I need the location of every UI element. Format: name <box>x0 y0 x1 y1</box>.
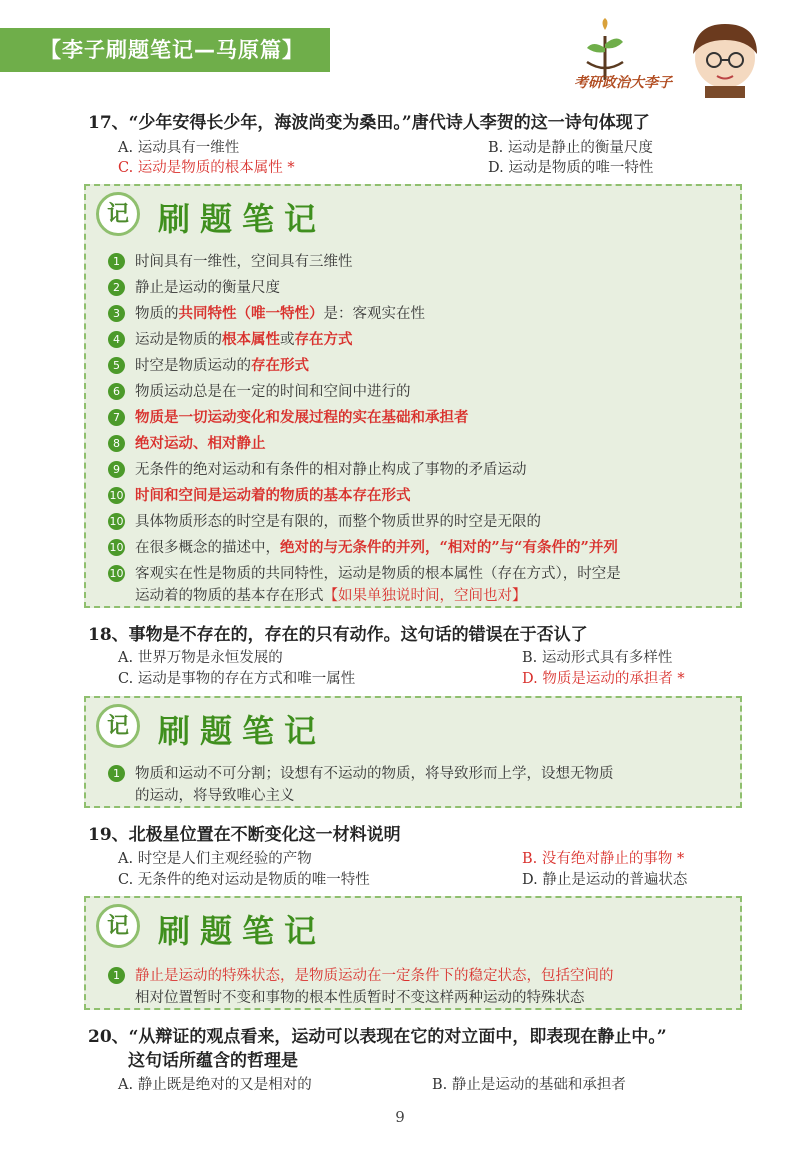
note-item-continued: 运动着的物质的基本存在形式【如果单独说时间，空间也对】 <box>135 588 527 604</box>
q18-option-a: A. 世界万物是永恒发展的 <box>118 650 283 666</box>
note-item: 10 在很多概念的描述中，绝对的与无条件的并列，“相对的”与“有条件的”并列 <box>109 539 618 556</box>
note-item: 6 物质运动总是在一定的时间和空间中进行的 <box>108 380 411 401</box>
question-17-stem: 17、“少年安得长少年，海波尚变为桑田。”唐代诗人李贺的这一诗句体现了 <box>88 113 650 133</box>
note-item: 5 时空是物质运动的存在形式 <box>108 354 309 375</box>
q19-option-b: B. 没有绝对静止的事物 * <box>522 851 685 867</box>
question-18-stem: 18、事物是不存在的，存在的只有动作。这句话的错误在于否认了 <box>88 625 588 645</box>
q20-option-b: B. 静止是运动的基础和承担者 <box>432 1077 626 1093</box>
q17-option-a: A. 运动具有一维性 <box>118 140 240 156</box>
q17-option-c: C. 运动是物质的根本属性 * <box>118 160 295 176</box>
page-number: 9 <box>395 1108 405 1126</box>
note-item: 1 时间具有一维性，空间具有三维性 <box>108 250 353 271</box>
note-item: 7 物质是一切运动变化和发展过程的实在基础和承担者 <box>108 406 469 427</box>
avatar-icon <box>693 24 757 98</box>
note-item: 10 具体物质形态的时空是有限的，而整个物质世界的时空是无限的 <box>109 514 541 530</box>
plant-logo-icon <box>587 18 623 80</box>
note-header <box>92 702 392 752</box>
note-title: 刷题笔记 <box>158 200 327 238</box>
note-item: 10 客观实在性是物质的共同特性，运动是物质的根本属性（存在方式），时空是 <box>109 566 621 582</box>
note-header <box>92 190 392 240</box>
note-item: 4 运动是物质的根本属性或存在方式 <box>108 328 353 349</box>
q17-option-d: D. 运动是物质的唯一特性 <box>488 160 654 176</box>
question-20-stem-line2: 这句话所蕴含的哲理是 <box>128 1051 298 1071</box>
header-banner: 【李子刷题笔记—马原篇】 <box>0 28 330 72</box>
q18-option-b: B. 运动形式具有多样性 <box>522 650 673 666</box>
q18-option-c: C. 运动是事物的存在方式和唯一属性 <box>118 671 356 687</box>
note-item: 1 物质和运动不可分割；设想有不运动的物质，将导致形而上学，设想无物质 <box>108 762 614 783</box>
note-box-q18 <box>84 696 742 808</box>
q19-option-c: C. 无条件的绝对运动是物质的唯一特性 <box>118 872 370 888</box>
note-badge-icon: 记 <box>96 904 140 948</box>
q17-option-b: B. 运动是静止的衡量尺度 <box>488 140 653 156</box>
note-header <box>92 902 392 952</box>
note-box-q19 <box>84 896 742 1010</box>
note-item: 10 时间和空间是运动着的物质的基本存在形式 <box>109 487 411 504</box>
note-item: 1 静止是运动的特殊状态，是物质运动在一定条件下的稳定状态，包括空间的 <box>108 964 614 985</box>
note-badge-icon: 记 <box>96 192 140 236</box>
note-badge-icon: 记 <box>96 704 140 748</box>
note-item-continued: 的运动，将导致唯心主义 <box>135 788 295 804</box>
note-title: 刷题笔记 <box>158 912 327 950</box>
note-item: 8 绝对运动、相对静止 <box>108 432 266 453</box>
note-item: 2 静止是运动的衡量尺度 <box>108 276 280 297</box>
note-box-q17 <box>84 184 742 608</box>
q19-option-a: A. 时空是人们主观经验的产物 <box>118 851 312 867</box>
question-20-stem: 20、“从辩证的观点看来，运动可以表现在它的对立面中，即表现在静止中。” <box>88 1027 667 1047</box>
note-title: 刷题笔记 <box>158 712 327 750</box>
logo-text: 考研政治大李子 <box>574 75 672 91</box>
q20-option-a: A. 静止既是绝对的又是相对的 <box>118 1077 312 1093</box>
note-item: 3 物质的共同特性（唯一特性）是：客观实在性 <box>108 302 425 323</box>
q19-option-d: D. 静止是运动的普遍状态 <box>522 872 688 888</box>
q18-option-d: D. 物质是运动的承担者 * <box>522 671 685 687</box>
note-item-continued: 相对位置暂时不变和事物的根本性质暂时不变这样两种运动的特殊状态 <box>135 990 585 1006</box>
note-item: 9 无条件的绝对运动和有条件的相对静止构成了事物的矛盾运动 <box>108 458 527 479</box>
question-19-stem: 19、北极星位置在不断变化这一材料说明 <box>88 825 401 845</box>
